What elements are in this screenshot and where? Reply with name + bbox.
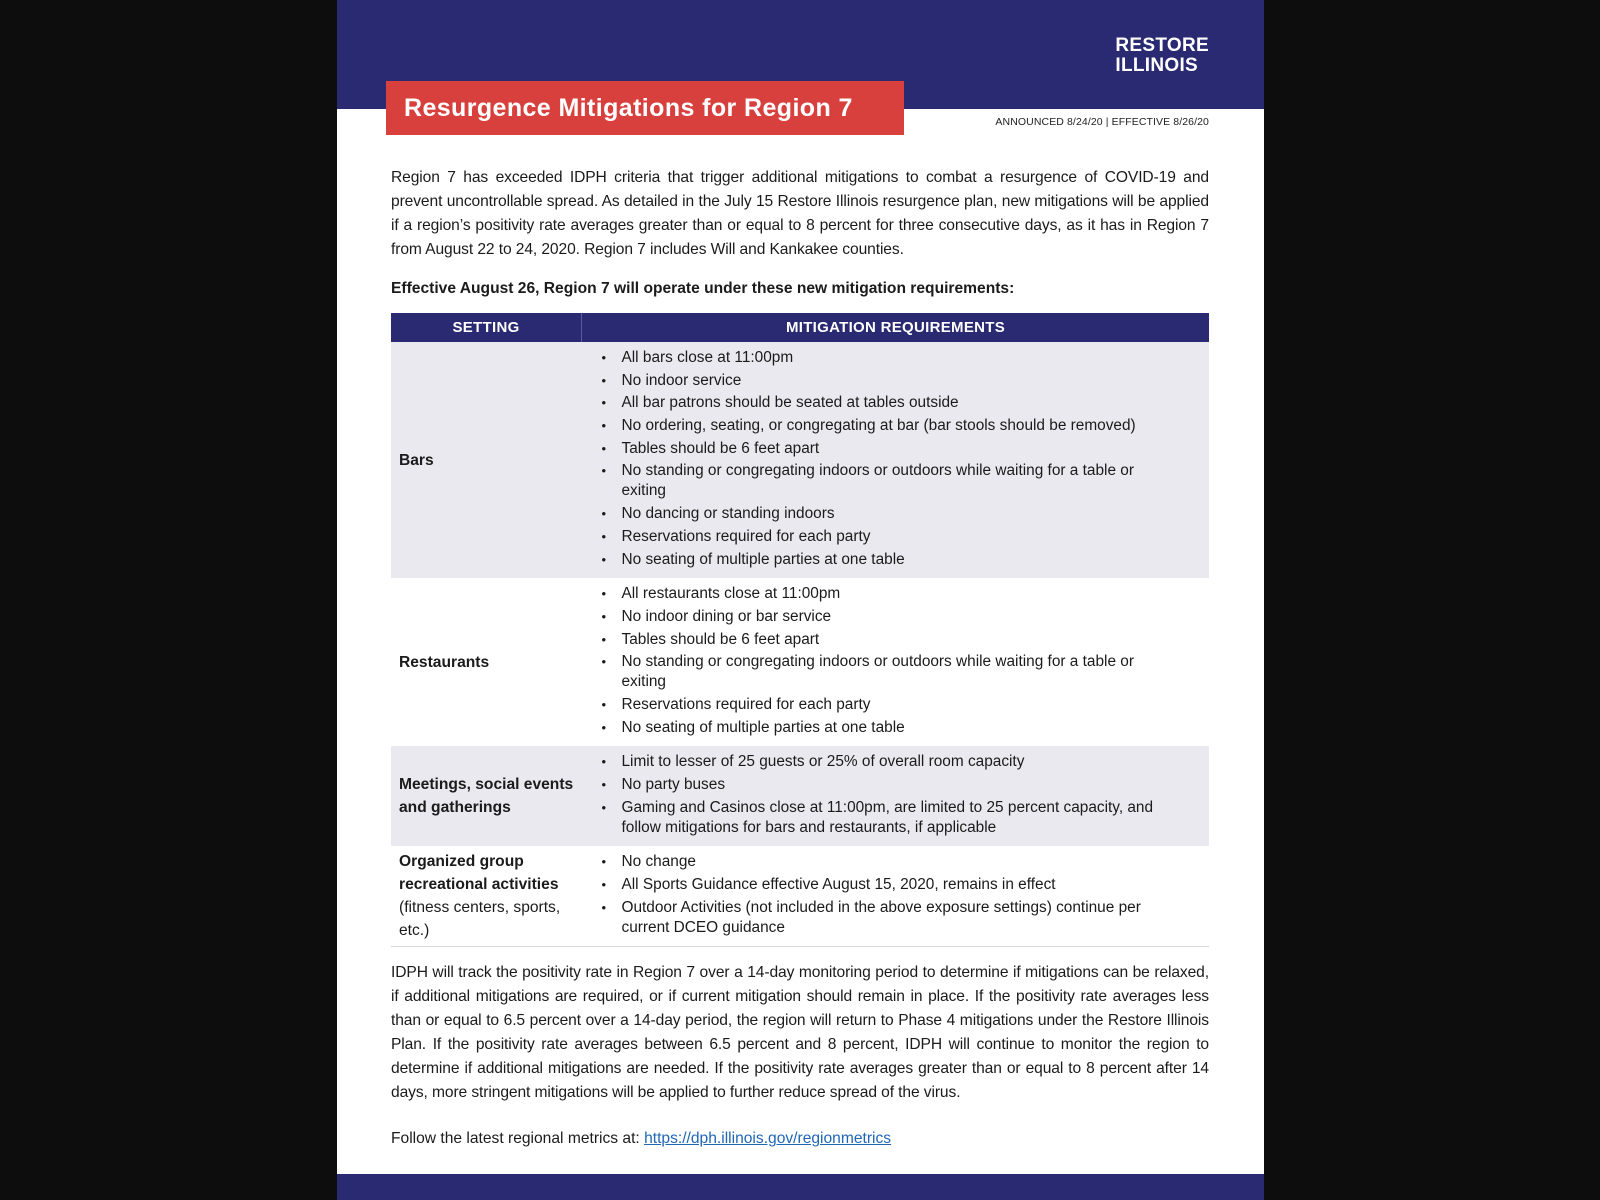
requirement-item: • Tables should be 6 feet apart	[602, 439, 1170, 459]
requirements-list	[582, 342, 1210, 578]
footer-band	[337, 1174, 1264, 1200]
follow-text: Follow the latest regional metrics at:	[391, 1130, 645, 1148]
requirement-item: • Tables should be 6 feet apart	[602, 630, 1170, 650]
requirement-item: • No seating of multiple parties at one table	[602, 718, 1170, 738]
requirement-item: • No indoor dining or bar service	[602, 607, 1170, 627]
requirement-item: • No seating of multiple parties at one table	[602, 550, 1170, 570]
requirement-item: • All bar patrons should be seated at tables outside	[602, 393, 1170, 413]
requirement-item: • No party buses	[602, 775, 1170, 795]
setting-cell	[391, 578, 582, 746]
requirement-item: • All restaurants close at 11:00pm	[602, 584, 1170, 604]
requirements-cell	[582, 846, 1210, 947]
announced-date-line: ANNOUNCED 8/24/20 | EFFECTIVE 8/26/20	[995, 116, 1209, 128]
brand-line-2: ILLINOIS	[1115, 55, 1199, 76]
requirements-cell	[582, 342, 1210, 578]
requirement-item: • No dancing or standing indoors	[602, 504, 1170, 524]
setting-label: Meetings, social events and gatherings	[399, 776, 574, 817]
requirements-cell	[582, 578, 1210, 746]
requirement-item: • All Sports Guidance effective August 15, 2020, remains in effect	[602, 875, 1170, 895]
mitigation-table	[391, 313, 1209, 947]
requirement-item: • No standing or congregating indoors or outdoors while waiting for a table or exiting	[602, 461, 1170, 501]
requirement-item: • No indoor service	[602, 371, 1170, 391]
requirement-item: • Limit to lesser of 25 guests or 25% of overall room capacity	[602, 752, 1170, 772]
requirement-item: • No standing or congregating indoors or outdoors while waiting for a table or exiting	[602, 652, 1170, 692]
effective-statement: Effective August 26, Region 7 will operate under these new mitigation requirements:	[391, 280, 1015, 297]
requirement-item: • Reservations required for each party	[602, 695, 1170, 715]
requirement-item: • No change	[602, 852, 1170, 872]
requirement-item: • Reservations required for each party	[602, 527, 1170, 547]
setting-sublabel: (fitness centers, sports, etc.)	[399, 899, 561, 940]
requirement-item: • All bars close at 11:00pm	[602, 348, 1170, 368]
follow-line	[391, 1127, 1209, 1151]
intro-paragraph: Region 7 has exceeded IDPH criteria that trigger additional mitigations to combat a resurgence of COVID-19 and prevent uncontrollable spread. As detailed in the July 15 Restore Illinois resurgence plan, new mitigations will be applied if a region’s positivity rate averages greater than or equal to 8 percent for three consecutive days, as it has in Region 7 from August 22 to 24, 2020. Region 7 includes Will and Kankakee counties.	[391, 169, 1209, 258]
requirement-item: • Gaming and Casinos close at 11:00pm, are limited to 25 percent capacity, and follow mitigations for bars and restaurants, if applicable	[602, 798, 1170, 838]
requirement-item: • Outdoor Activities (not included in the above exposure settings) continue per current DCEO guidance	[602, 898, 1170, 938]
table-header-row	[391, 313, 1209, 342]
brand-line-1: RESTORE	[1115, 35, 1209, 56]
setting-cell	[391, 746, 582, 846]
column-header-setting: SETTING	[391, 313, 582, 342]
region-metrics-link[interactable]: https://dph.illinois.gov/regionmetrics	[644, 1130, 892, 1148]
restore-illinois-logo	[1115, 36, 1209, 76]
table-row-organized-activities	[391, 846, 1209, 947]
column-header-requirements: MITIGATION REQUIREMENTS	[582, 313, 1210, 342]
requirements-list	[582, 746, 1210, 846]
setting-cell	[391, 846, 582, 947]
requirements-list	[582, 578, 1210, 746]
monitoring-paragraph: IDPH will track the positivity rate in Region 7 over a 14-day monitoring period to determine if mitigations can be relaxed, if additional mitigations are required, or if current mitigation should remain in place. If the positivity rate averages less than or equal to 6.5 percent over a 14-day period, the region will return to Phase 4 mitigations under the Restore Illinois Plan. If the positivity rate averages between 6.5 percent and 8 percent, IDPH will continue to monitor the region to determine if additional mitigations are needed. If the positivity rate averages greater than or equal to 8 percent after 14 days, more stringent mitigations will be applied to further reduce spread of the virus.	[391, 964, 1209, 1102]
setting-label: Organized group recreational activities	[399, 853, 559, 894]
requirement-item: • No ordering, seating, or congregating at bar (bar stools should be removed)	[602, 416, 1170, 436]
table-row-restaurants	[391, 578, 1209, 746]
document-page	[337, 0, 1264, 1200]
requirements-cell	[582, 746, 1210, 846]
table-row-meetings	[391, 746, 1209, 846]
table-row-bars	[391, 342, 1209, 578]
setting-label: Restaurants	[399, 653, 490, 671]
requirements-list	[582, 846, 1210, 946]
document-body	[391, 166, 1209, 1151]
setting-label: Bars	[399, 451, 434, 469]
setting-cell	[391, 342, 582, 578]
page-title: Resurgence Mitigations for Region 7	[386, 81, 904, 135]
